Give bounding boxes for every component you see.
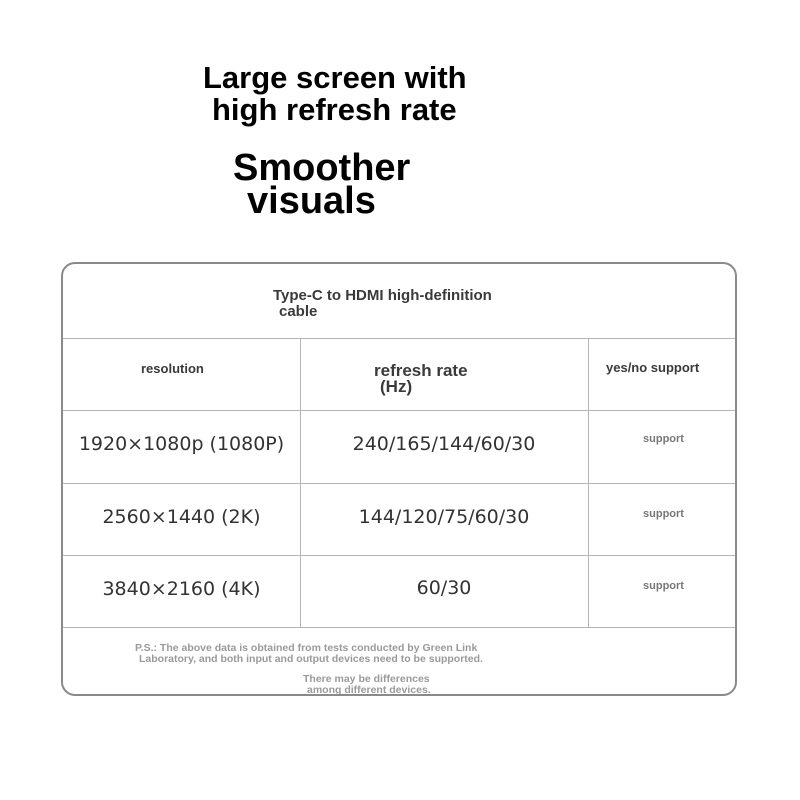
footnote-line-2: Laboratory, and both input and output devices need to be supported. — [139, 653, 483, 665]
row-divider — [63, 410, 735, 411]
cell-support: support — [643, 433, 684, 445]
row-divider — [63, 338, 735, 339]
row-divider — [63, 555, 735, 556]
header-resolution: resolution — [141, 361, 204, 376]
subheadline-line-2: visuals — [247, 180, 376, 222]
cell-support: support — [643, 580, 684, 592]
header-refresh-rate-line-1: refresh rate — [374, 361, 468, 380]
cell-refresh-rate: 144/120/75/60/30 — [358, 506, 530, 528]
row-divider — [63, 627, 735, 628]
footnote-line-3: There may be differences — [303, 673, 430, 685]
cell-refresh-rate: 240/165/144/60/30 — [352, 433, 536, 455]
footnote-line-1: P.S.: The above data is obtained from tests conducted by Green Link — [135, 642, 478, 654]
cell-resolution: 2560×1440 (2K) — [102, 506, 261, 528]
cell-resolution: 1920×1080p (1080P) — [78, 433, 285, 455]
cell-support: support — [643, 508, 684, 520]
header-refresh-rate-line-2: (Hz) — [380, 377, 413, 396]
cell-refresh-rate: 60/30 — [416, 577, 472, 599]
headline-line-2: high refresh rate — [212, 92, 457, 127]
compatibility-table — [61, 262, 737, 696]
cell-resolution: 3840×2160 (4K) — [102, 578, 261, 600]
footnote-line-4: among different devices. — [307, 684, 431, 696]
table-title-line-1: Type-C to HDMI high-definition — [273, 287, 492, 304]
row-divider — [63, 483, 735, 484]
subheadline-line-1: Smoother — [233, 147, 411, 189]
headline-line-1: Large screen with — [203, 60, 467, 95]
header-support: yes/no support — [606, 360, 700, 375]
table-title-line-2: cable — [279, 303, 318, 320]
